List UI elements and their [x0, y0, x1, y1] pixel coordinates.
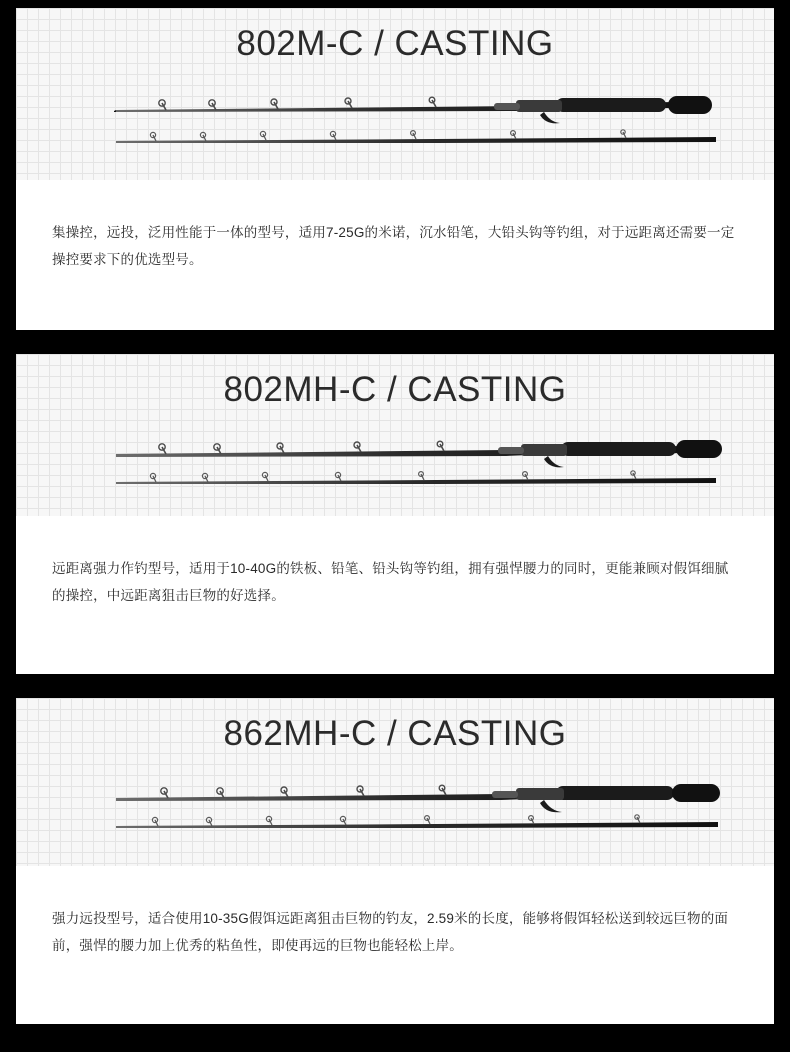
rod-lower-section: [116, 471, 716, 484]
product-title: 862MH-C / CASTING: [223, 714, 567, 753]
fishing-rod-illustration: [16, 774, 774, 864]
product-block: [16, 8, 774, 330]
product-description: 集操控，远投，泛用性能于一体的型号，适用7-25G的米诺，沉水铅笔，大铅头钩等钓组，对于远距离还需要一定操控要求下的优选型号。: [52, 224, 735, 267]
product-description: 强力远投型号，适合使用10-35G假饵远距离狙击巨物的钓友，2.59米的长度，能够将假饵轻松送到较远巨物的面前，强悍的腰力加上优秀的粘鱼性，即使再远的巨物也能轻松上岸。: [52, 910, 729, 953]
fishing-rod-illustration: [16, 430, 774, 517]
rod-upper-section: [116, 784, 720, 812]
rod-lower-section: [116, 130, 716, 143]
product-description: 远距离强力作钓型号，适用于10-40G的铁板、铅笔、铅头钩等钓组，拥有强悍腰力的同时，更能兼顾对假饵细腻的操控，中远距离狙击巨物的好选择。: [52, 560, 729, 603]
product-block: [16, 698, 774, 1024]
rod-lower-section: [116, 815, 718, 828]
rod-upper-section: [116, 440, 722, 467]
rod-upper-section: [114, 96, 712, 123]
rod-image-panel: [16, 354, 774, 517]
rod-image-panel: [16, 698, 774, 867]
rod-image-panel: [16, 8, 774, 181]
product-title: 802MH-C / CASTING: [223, 370, 567, 409]
description-panel: [16, 517, 774, 674]
fishing-rod-illustration: [16, 84, 774, 174]
product-title: 802M-C / CASTING: [236, 24, 554, 63]
description-panel: [16, 181, 774, 330]
description-panel: [16, 867, 774, 1024]
product-block: [16, 354, 774, 674]
